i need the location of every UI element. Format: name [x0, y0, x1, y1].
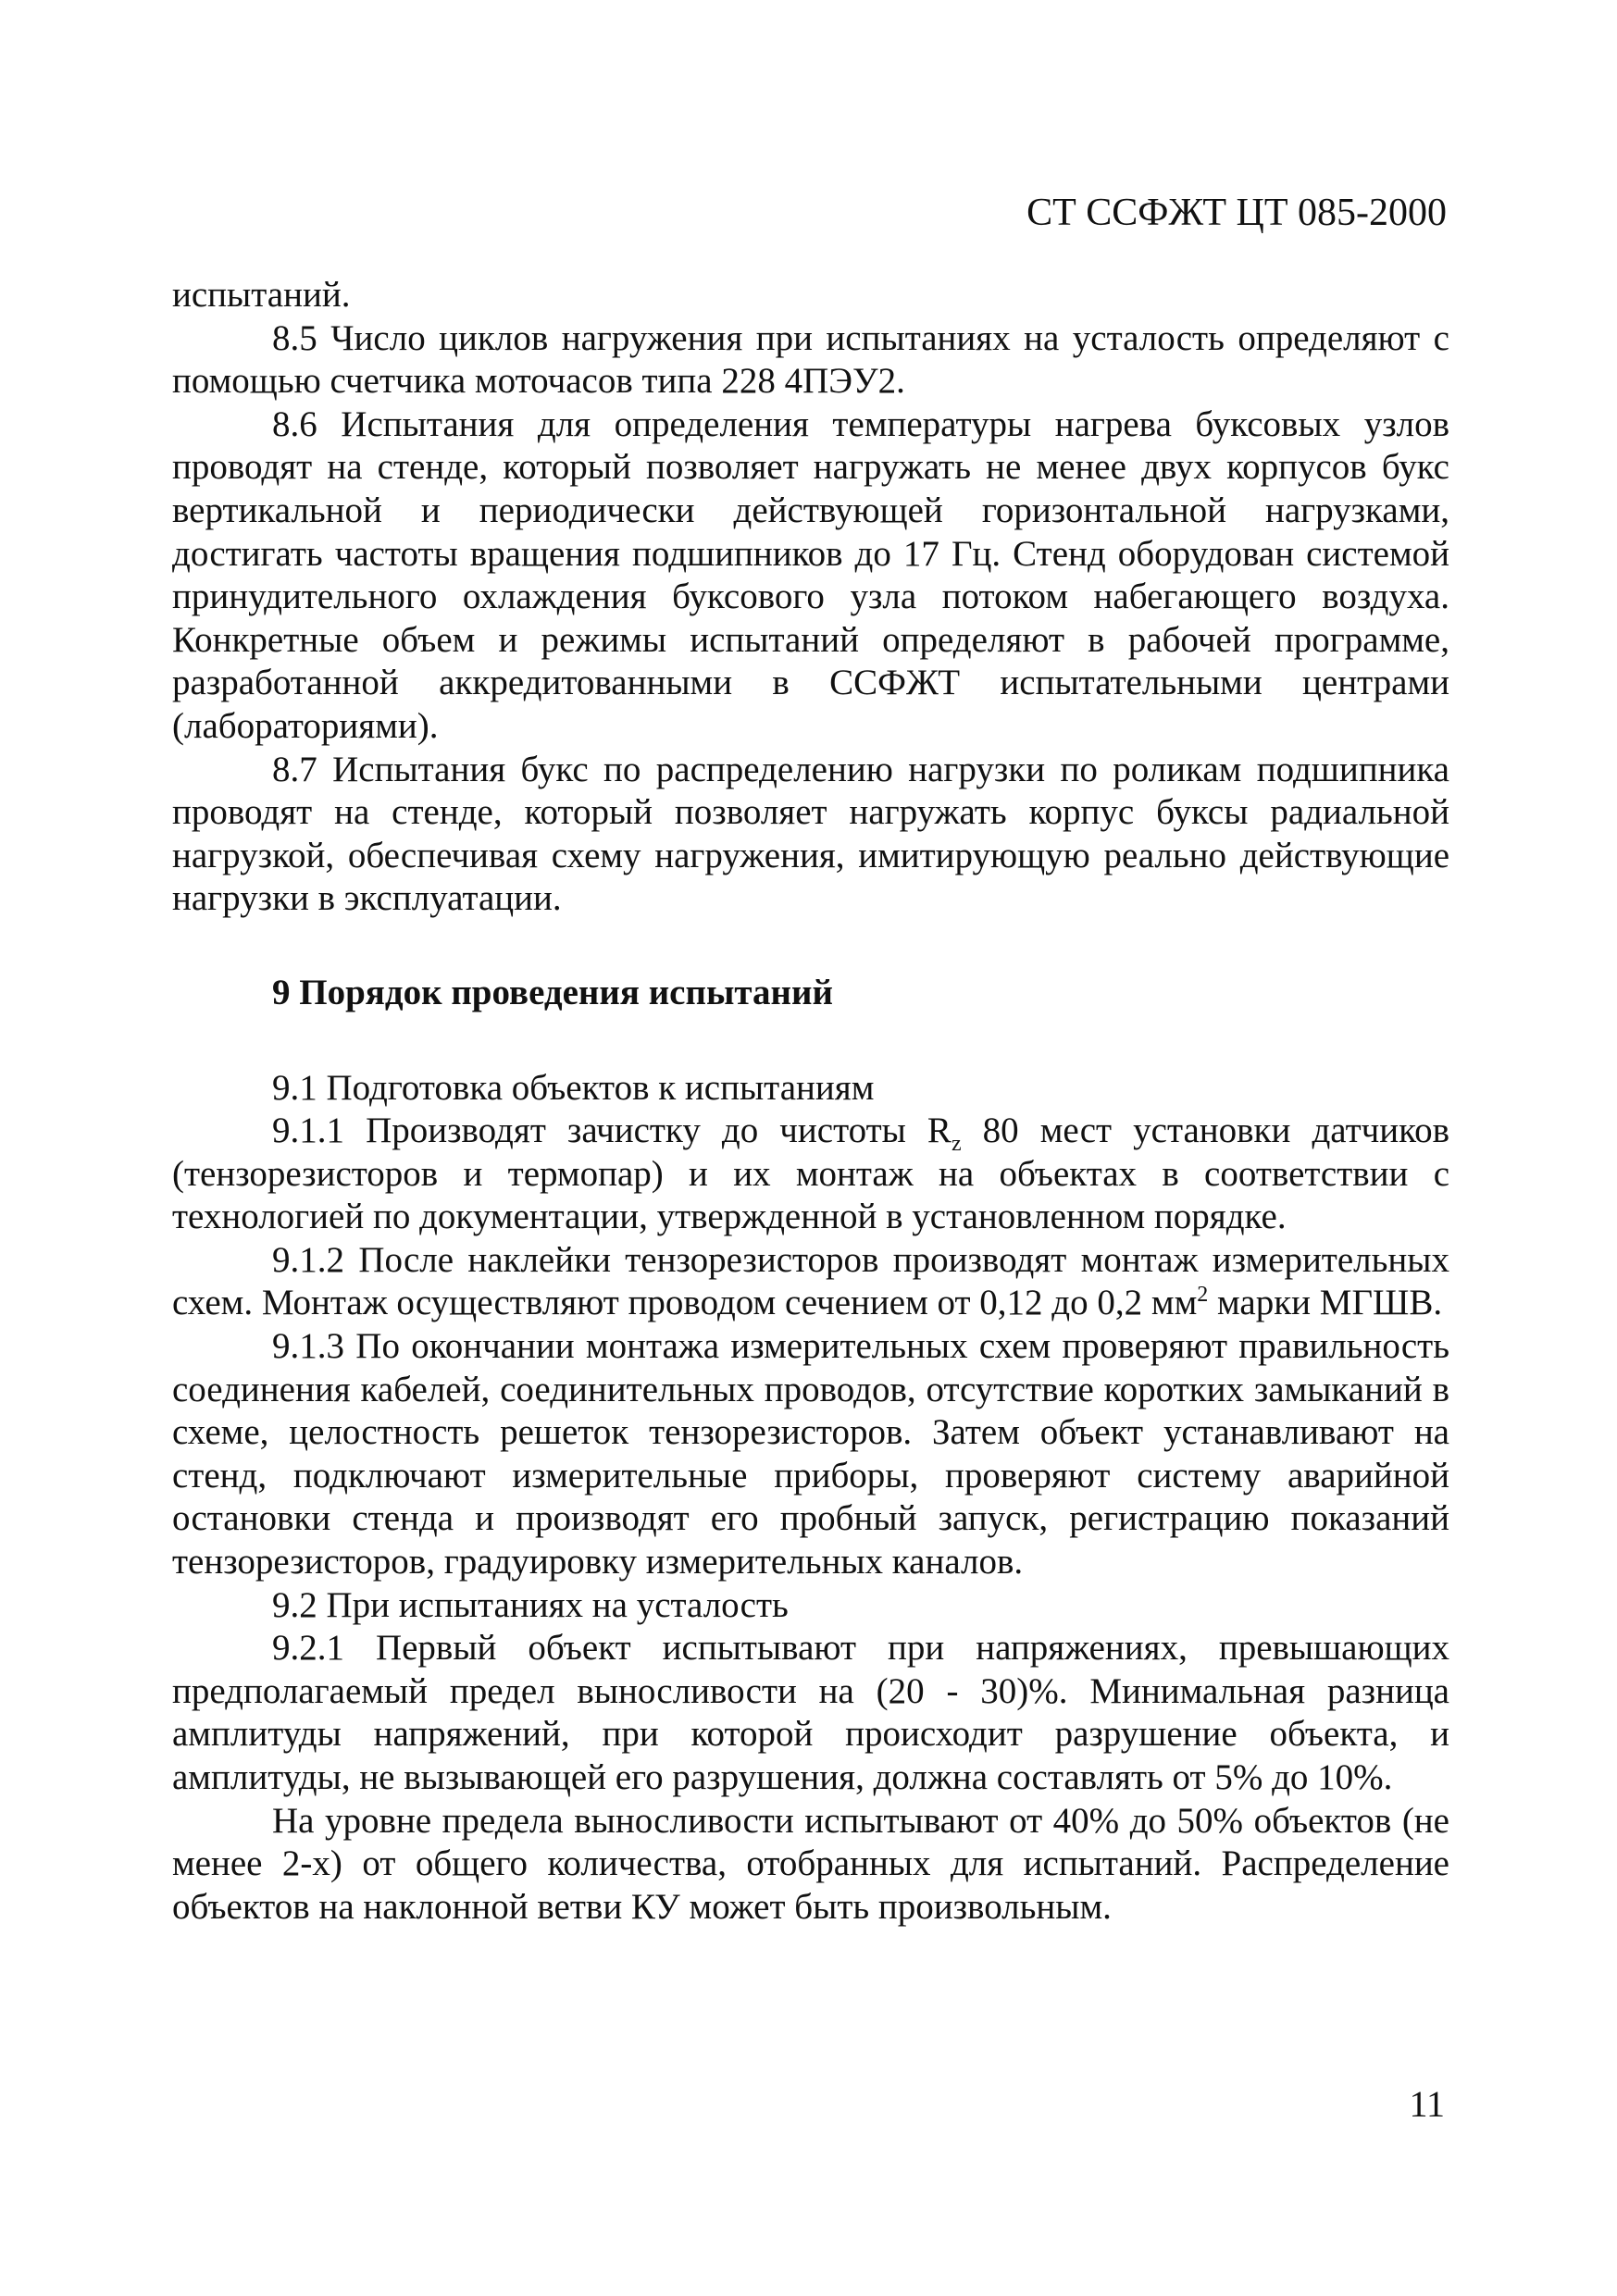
paragraph-9-1-2-start: 9.1.2 После наклейки тензорезисторов производят монтаж измерительных схем. Монтаж осуществляют проводом сечением от 0,12 до 0,2 мм [172, 1239, 1449, 1323]
document-body [172, 274, 1449, 1929]
unit-superscript: 2 [1197, 1283, 1209, 1308]
paragraph-8-5: 8.5 Число циклов нагружения при испытаниях на усталость определяют с помощью счетчика моточасов типа 228 4ПЭУ2. [172, 317, 1449, 402]
paragraph-endurance-level: На уровне предела выносливости испытывают от 40% до 50% объектов (не менее 2-х) от общего количества, отобранных для испытаний. Распределение объектов на наклонной ветви КУ может быть произвольным. [172, 1800, 1449, 1927]
paragraph-9-1: 9.1 Подготовка объектов к испытаниям [272, 1067, 875, 1108]
paragraph-9-1-1-end: 80 мест установки датчиков (тензорезисторов и термопар) и их монтаж на объектах в соответствии с технологией по документации, утвержденной в установленном порядке. [172, 1111, 1449, 1237]
paragraph-9-2: 9.2 При испытаниях на усталость [272, 1584, 789, 1625]
paragraph-8-7: 8.7 Испытания букс по распределению нагрузки по роликам подшипника проводят на стенде, который позволяет нагружать корпус буксы радиальной нагрузкой, обеспечивая схему нагружения, имитирующую реально действующие нагрузки в эксплуатации. [172, 749, 1449, 919]
paragraph-intro: испытаний. [172, 275, 351, 315]
paragraph-9-1-1-start: 9.1.1 Производят зачистку до чистоты R [272, 1111, 952, 1151]
paragraph-8-6: 8.6 Испытания для определения температуры нагрева буксовых узлов проводят на стенде, который позволяет нагружать не менее двух корпусов букс вертикальной и периодически действующей горизонтальной нагрузками, достигать частоты вращения подшипников до 17 Гц. Стенд оборудован системой принудительного охлаждения буксового узла потоком набегающего воздуха. Конкретные объем и режимы испытаний определяют в рабочей программе, разработанной аккредитованными в ССФЖТ испытательными центрами (лабораториями). [172, 403, 1449, 746]
document-code-header: СТ ССФЖТ ЦТ 085-2000 [1026, 192, 1447, 234]
section-9-heading: 9 Порядок проведения испытаний [272, 972, 833, 1012]
paragraph-9-1-2-end: марки МГШВ. [1208, 1283, 1443, 1323]
page-number: 11 [1409, 2083, 1445, 2125]
paragraph-9-1-3: 9.1.3 По окончании монтажа измерительных схем проверяют правильность соединения кабелей, соединительных проводов, отсутствие коротких замыканий в схеме, целостность решеток тензорезисторов. Затем объект устанавливают на стенд, подключают измерительные приборы, проверяют систему аварийной остановки стенда и производят его пробный запуск, регистрацию показаний тензорезисторов, градуировку измерительных каналов. [172, 1326, 1449, 1582]
paragraph-9-1-2 [172, 1239, 1449, 1325]
paragraph-9-1-1 [172, 1110, 1449, 1239]
paragraph-9-2-1: 9.2.1 Первый объект испытывают при напряжениях, превышающих предполагаемый предел выносливости на (20 - 30)%. Минимальная разница амплитуды напряжений, при которой происходит разрушение объекта, и амплитуды, не вызывающей его разрушения, должна составлять от 5% до 10%. [172, 1628, 1449, 1797]
roughness-subscript: z [951, 1131, 962, 1156]
